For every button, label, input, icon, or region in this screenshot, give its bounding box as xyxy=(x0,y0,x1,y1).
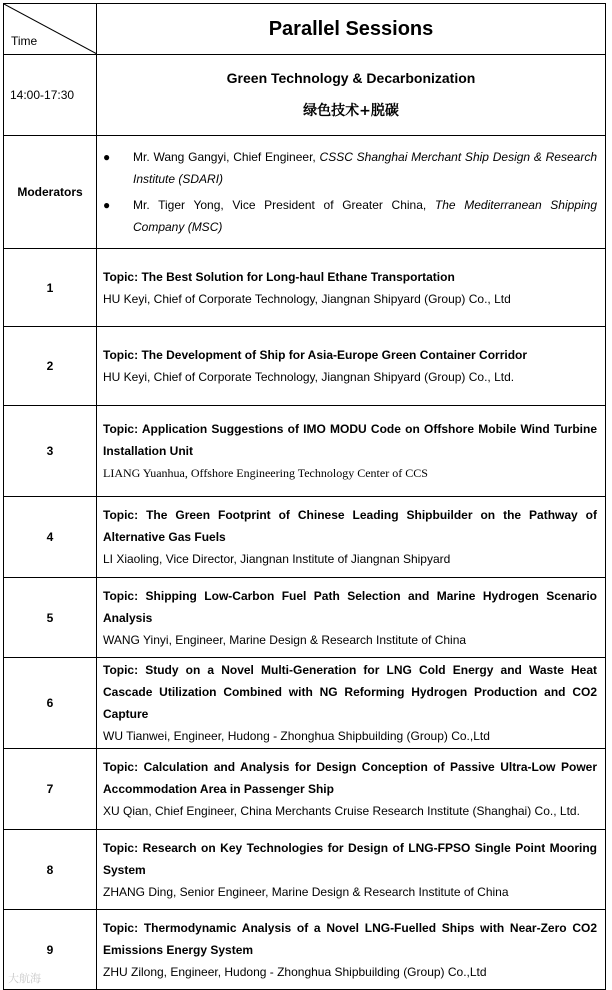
talk-row xyxy=(4,658,606,749)
talk-topic: Topic: Shipping Low-Carbon Fuel Path Selection and Marine Hydrogen Scenario Analysis xyxy=(103,588,597,625)
watermark-logo: 大航海 xyxy=(8,972,41,985)
talk-number: 1 xyxy=(4,249,97,327)
talk-topic: Topic: The Best Solution for Long-haul Ethane Transportation xyxy=(103,269,455,284)
talk-topic: Topic: The Green Footprint of Chinese Leading Shipbuilder on the Pathway of Alternative Gas Fuels xyxy=(103,508,597,544)
talk-speaker: HU Keyi, Chief of Corporate Technology, Jiangnan Shipyard (Group) Co., Ltd. xyxy=(103,370,515,384)
moderators-list xyxy=(97,136,606,249)
talk-topic: Topic: Study on a Novel Multi-Generation for LNG Cold Energy and Waste Heat Cascade Utilization Combined with NG Reforming Hydrogen Production and CO2 Capture xyxy=(103,663,597,721)
moderators-row xyxy=(4,136,606,249)
talk-row xyxy=(4,327,606,406)
talk-topic: Topic: Calculation and Analysis for Design Conception of Passive Ultra-Low Power Accommodation Area in Passenger Ship xyxy=(103,760,597,796)
talk-number: 2 xyxy=(4,327,97,406)
talk-topic: Topic: Application Suggestions of IMO MODU Code on Offshore Mobile Wind Turbine Installation Unit xyxy=(103,422,597,458)
talk-row xyxy=(4,249,606,327)
talk-speaker: ZHANG Ding, Senior Engineer, Marine Design & Research Institute of China xyxy=(103,884,509,899)
talk-row xyxy=(4,406,606,497)
talk-number: 5 xyxy=(4,578,97,658)
talk-speaker: ZHU Zilong, Engineer, Hudong - Zhonghua Shipbuilding (Group) Co.,Ltd xyxy=(103,964,487,979)
moderator-org: CSSC Shanghai Merchant Ship Design & Research Institute (SDARI) xyxy=(133,150,598,186)
moderator-name: Mr. Tiger Yong, Vice President of Greater China, xyxy=(133,198,435,212)
parallel-sessions-table xyxy=(3,3,606,990)
talk-speaker: LI Xiaoling, Vice Director, Jiangnan Institute of Jiangnan Shipyard xyxy=(103,552,451,566)
talk-row xyxy=(4,749,606,830)
talk-topic: Topic: Thermodynamic Analysis of a Novel LNG-Fuelled Ships with Near-Zero CO2 Emissions Energy System xyxy=(103,920,597,957)
talk-speaker: WANG Yinyi, Engineer, Marine Design & Research Institute of China xyxy=(103,632,467,647)
page-title: Parallel Sessions xyxy=(97,4,606,55)
moderator-item xyxy=(103,146,597,190)
talk-row xyxy=(4,910,606,990)
talk-topic: Topic: Research on Key Technologies for Design of LNG-FPSO Single Point Mooring System xyxy=(103,840,597,877)
talk-number: 3 xyxy=(4,406,97,497)
talk-number: 4 xyxy=(4,497,97,578)
talk-topic: Topic: The Development of Ship for Asia-Europe Green Container Corridor xyxy=(103,348,528,362)
session-time: 14:00-17:30 xyxy=(4,55,97,136)
moderators-label: Moderators xyxy=(4,136,97,249)
talk-row xyxy=(4,830,606,910)
talk-speaker: XU Qian, Chief Engineer, China Merchants Cruise Research Institute (Shanghai) Co., Ltd. xyxy=(103,804,580,818)
talk-number: 7 xyxy=(4,749,97,830)
talk-number: 6 xyxy=(4,658,97,749)
header-row xyxy=(4,4,606,55)
session-row xyxy=(4,55,606,136)
moderator-name: Mr. Wang Gangyi, Chief Engineer, xyxy=(133,150,320,164)
bullet-icon: ● xyxy=(103,198,111,212)
session-name-en: Green Technology & Decarbonization xyxy=(226,70,476,86)
talk-number: 8 xyxy=(4,830,97,910)
time-corner-cell xyxy=(4,4,97,55)
bullet-icon: ● xyxy=(103,150,111,164)
moderator-item xyxy=(103,194,597,238)
talk-row xyxy=(4,578,606,658)
talk-row xyxy=(4,497,606,578)
time-label: Time xyxy=(11,34,38,48)
talk-number: 9 xyxy=(4,910,97,990)
talk-speaker: HU Keyi, Chief of Corporate Technology, Jiangnan Shipyard (Group) Co., Ltd xyxy=(103,291,511,306)
moderator-org: The Mediterranean Shipping Company (MSC) xyxy=(133,198,597,234)
session-name-cell xyxy=(97,55,606,136)
talk-speaker: WU Tianwei, Engineer, Hudong - Zhonghua Shipbuilding (Group) Co.,Ltd xyxy=(103,729,490,743)
talk-speaker: LIANG Yuanhua, Offshore Engineering Technology Center of CCS xyxy=(103,466,428,480)
session-name-cn: 绿色技术+脱碳 xyxy=(303,103,399,119)
